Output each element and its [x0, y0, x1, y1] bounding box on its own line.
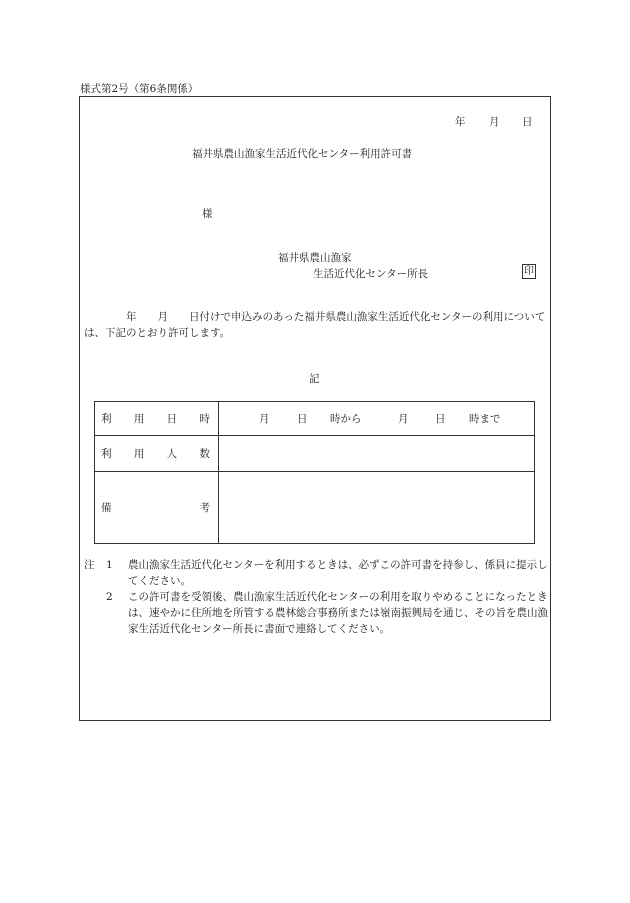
- value-remarks: [219, 472, 535, 544]
- label-remarks: 備 考: [95, 472, 219, 544]
- time-month-2: 月: [398, 413, 409, 425]
- issuer-line-1: 福井県農山漁家: [278, 252, 352, 264]
- time-day-2: 日: [435, 413, 446, 425]
- note-text: 農山漁家生活近代化センターを利用するときは、必ずこの許可書を持参し、係員に提示してください。: [128, 559, 548, 587]
- details-table: [94, 401, 535, 544]
- note-number: 1: [106, 559, 113, 571]
- note-number: 2: [106, 591, 113, 603]
- issuer-line-2: 生活近代化センター所長: [313, 268, 429, 280]
- value-usage-count: [219, 436, 535, 472]
- time-day-1: 日: [297, 413, 308, 425]
- time-from: 時から: [330, 413, 362, 425]
- form-number-label: 様式第2号（第6条関係）: [80, 83, 199, 95]
- note-text: この許可書を受領後、農山漁家生活近代化センターの利用を取りやめることになったときは、速やかに住所地を所管する農林総合事務所または嶺南振興局を通じ、その旨を農山漁家生活近代化センター所長に書面で連絡してください。: [128, 591, 548, 635]
- notes-heading: 注: [84, 559, 95, 571]
- note-item-1: [84, 557, 550, 589]
- label-usage-datetime: 利 用 日 時: [95, 402, 219, 436]
- table-row-remarks: [95, 472, 535, 544]
- document-title: 福井県農山漁家生活近代化センター利用許可書: [192, 148, 413, 160]
- date-month-label: 月: [489, 116, 500, 128]
- value-usage-datetime: [219, 402, 535, 436]
- seal-mark: 印: [524, 266, 534, 277]
- time-until: 時まで: [469, 413, 501, 425]
- notes-section: [84, 557, 550, 637]
- table-row-usage-datetime: [95, 402, 535, 436]
- time-month-1: 月: [259, 413, 270, 425]
- date-day-label: 日: [522, 116, 533, 128]
- date-year-label: 年: [455, 116, 466, 128]
- label-usage-count: 利 用 人 数: [95, 436, 219, 472]
- permission-body-text: 年 月 日付けで申込みのあった福井県農山漁家生活近代化センターの利用については、下記のとおり許可します。: [84, 311, 546, 339]
- addressee-suffix: 様: [202, 208, 213, 220]
- ki-heading: 記: [309, 373, 320, 385]
- note-item-2: [84, 589, 550, 637]
- table-row-usage-count: [95, 436, 535, 472]
